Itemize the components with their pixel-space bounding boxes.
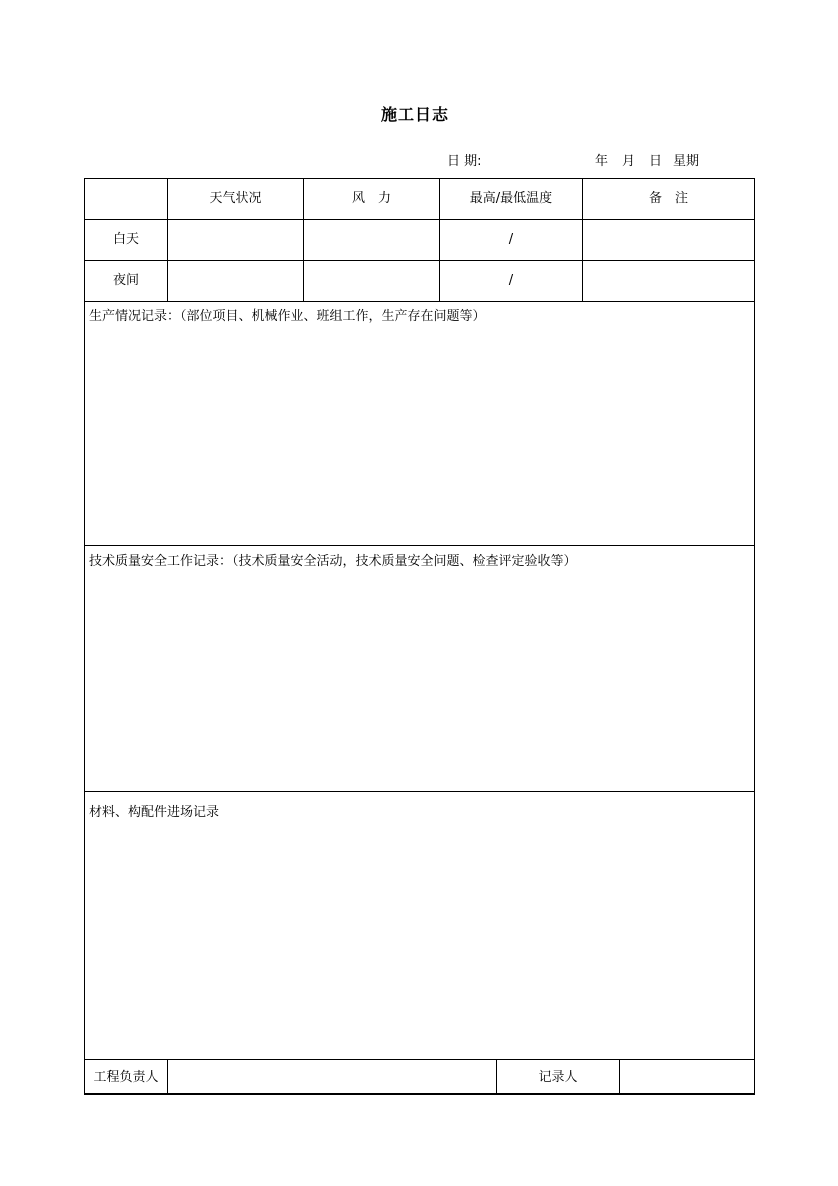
row-label-daytime: 白天	[112, 232, 139, 247]
year-label: 年	[595, 154, 609, 169]
materials-record-label: 材料、构配件进场记录	[89, 805, 220, 820]
engineer-in-charge-label: 工程负责人	[93, 1070, 159, 1085]
recorder-label: 记录人	[538, 1070, 578, 1085]
row-label-night: 夜间	[112, 273, 139, 288]
quality-safety-record-label: 技术质量安全工作记录：（技术质量安全活动，技术质量安全问题、检查评定验收等）	[89, 554, 577, 569]
section-divider	[85, 545, 754, 546]
daytime-temperature-slash: /	[508, 232, 514, 247]
month-label: 月	[622, 154, 636, 169]
production-record-label: 生产情况记录：（部位项目、机械作业、班组工作，生产存在问题等）	[89, 309, 486, 324]
row-divider	[85, 260, 754, 261]
row-divider	[85, 219, 754, 220]
page-title: 施工日志	[380, 105, 449, 124]
section-divider	[85, 791, 754, 792]
construction-log-table	[84, 178, 755, 1095]
night-temperature-slash: /	[508, 273, 514, 288]
column-divider	[167, 1059, 168, 1094]
date-label: 日 期:	[447, 154, 482, 169]
header-weather: 天气状况	[209, 191, 262, 206]
section-divider	[85, 1059, 754, 1060]
header-wind: 风 力	[351, 191, 391, 206]
header-remarks: 备 注	[648, 191, 688, 206]
day-label: 日	[649, 154, 663, 169]
weekday-label: 星期	[673, 154, 700, 169]
column-divider	[619, 1059, 620, 1094]
row-divider	[85, 301, 754, 302]
header-temperature: 最高/最低温度	[469, 191, 553, 206]
